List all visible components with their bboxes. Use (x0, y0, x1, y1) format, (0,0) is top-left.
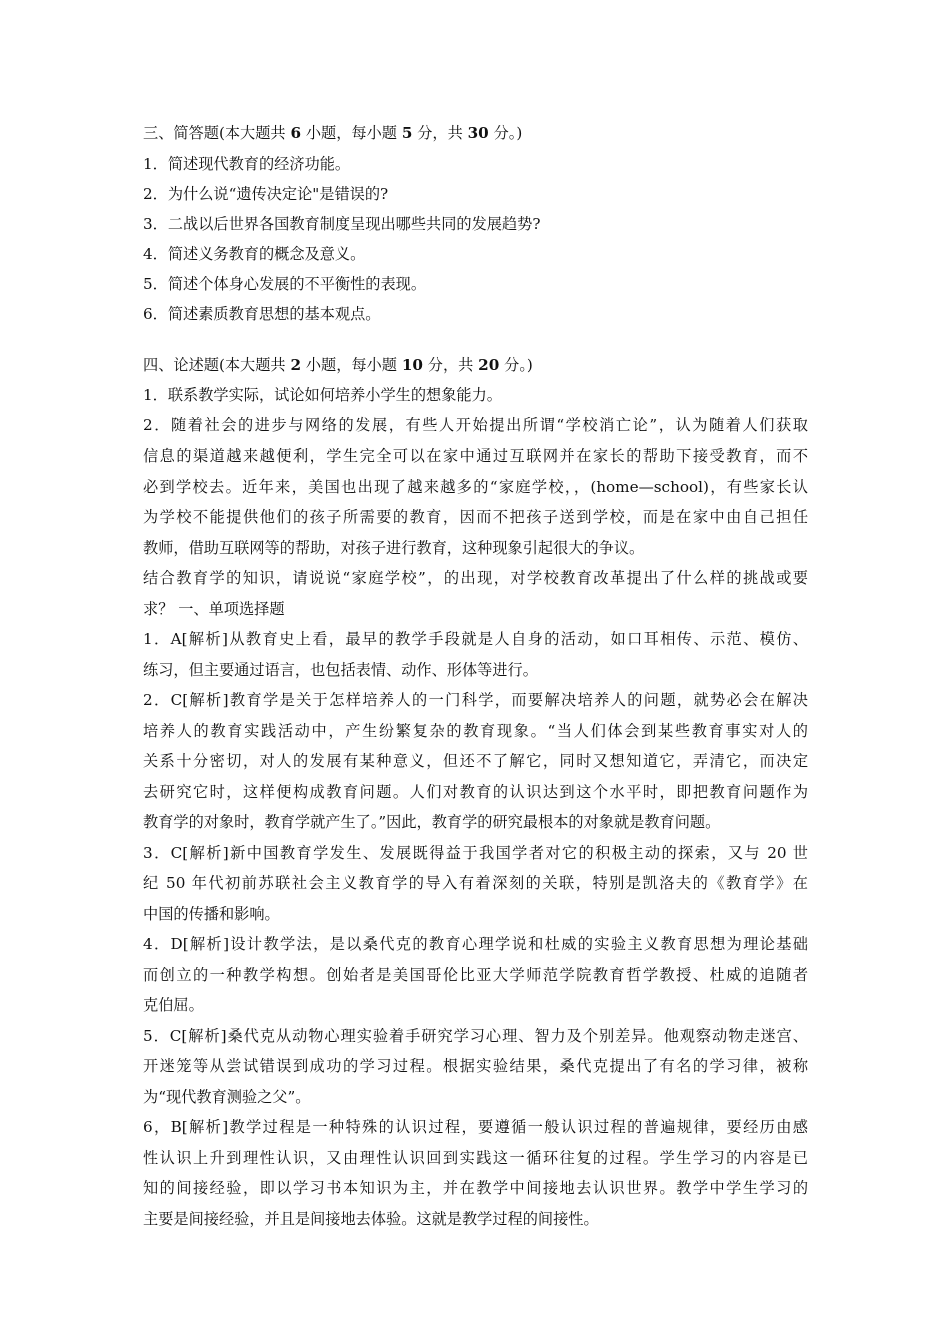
answer-6-line: 性认识上升到理性认识，又由理性认识回到实践这一循环往复的过程。学生学习的内容是已 (143, 1149, 808, 1167)
section4-question-2-line: 求？ 一、单项选择题 (143, 600, 285, 618)
answer-5-line: 5．C[解析]桑代克从动物心理实验着手研究学习心理、智力及个别差异。他观察动物走迷宫、 (143, 1027, 808, 1045)
section3-item-5: 5．简述个体身心发展的不平衡性的表现。 (143, 275, 427, 293)
section3-item-3: 3．二战以后世界各国教育制度呈现出哪些共同的发展趋势? (143, 215, 541, 233)
answer-6-line: 6，B[解析]教学过程是一种特殊的认识过程，要遵循一般认识过程的普遍规律，要经历由感 (143, 1118, 808, 1136)
section4-question-2-line: 必到学校去。近年来，美国也出现了越来越多的“家庭学校，，(home—school)，有些家长认 (143, 478, 808, 496)
section4-question-2-line: 为学校不能提供他们的孩子所需要的教育，因而不把孩子送到学校，而是在家中由自己担任 (143, 508, 808, 526)
answer-2-line: 教育学的对象时，教育学就产生了。”因此，教育学的研究最根本的对象就是教育问题。 (143, 813, 721, 831)
answer-2-line: 培养人的教育实践活动中，产生纷繁复杂的教育现象。“当人们体会到某些教育事实对人的 (143, 722, 808, 740)
answer-1-line: 1．A[解析]从教育史上看，最早的教学手段就是人自身的活动，如口耳相传、示范、模仿、 (143, 630, 808, 648)
section4-question-1: 1．联系教学实际，试论如何培养小学生的想象能力。 (143, 386, 502, 404)
answer-2-line: 关系十分密切，对人的发展有某种意义，但还不了解它，同时又想知道它，弄清它，而决定 (143, 752, 808, 770)
answer-2-line: 2．C[解析]教育学是关于怎样培养人的一门科学，而要解决培养人的问题，就势必会在解决 (143, 691, 808, 709)
answer-3-line: 3．C[解析]新中国教育学发生、发展既得益于我国学者对它的积极主动的探索，又与 20 世 (143, 844, 808, 862)
section3-item-2: 2．为什么说“遗传决定论"是错误的? (143, 185, 389, 203)
answer-4-line: 而创立的一种教学构想。创始者是美国哥伦比亚大学师范学院教育哲学教授、杜威的追随者 (143, 966, 808, 984)
answer-4-line: 克伯屈。 (143, 996, 204, 1014)
answer-5-line: 开迷笼等从尝试错误到成功的学习过程。根据实验结果，桑代克提出了有名的学习律，被称 (143, 1057, 808, 1075)
section4-question-2-line: 信息的渠道越来越便利，学生完全可以在家中通过互联网并在家长的帮助下接受教育，而不 (143, 447, 808, 465)
section3-item-1: 1．简述现代教育的经济功能。 (143, 155, 351, 173)
answer-5-line: 为“现代教育测验之父”。 (143, 1088, 311, 1106)
section3-item-4: 4．简述义务教育的概念及意义。 (143, 245, 366, 263)
section4-heading: 四、论述题(本大题共 2 小题，每小题 10 分，共 20 分。) (143, 356, 533, 374)
answer-6-line: 主要是间接经验，并且是间接地去体验。这就是教学过程的间接性。 (143, 1210, 599, 1228)
answer-3-line: 中国的传播和影响。 (143, 905, 280, 923)
section3-heading: 三、简答题(本大题共 6 小题，每小题 5 分，共 30 分。) (143, 124, 523, 142)
answer-2-line: 去研究它时，这样便构成教育问题。人们对教育的认识达到这个水平时，即把教育问题作为 (143, 783, 808, 801)
answer-4-line: 4．D[解析]设计教学法，是以桑代克的教育心理学说和杜威的实验主义教育思想为理论基础 (143, 935, 808, 953)
section3-item-6: 6．简述素质教育思想的基本观点。 (143, 305, 381, 323)
answer-1-line: 练习，但主要通过语言，也包括表情、动作、形体等进行。 (143, 661, 538, 679)
answer-3-line: 纪 50 年代初前苏联社会主义教育学的导入有着深刻的关联，特别是凯洛夫的《教育学》在 (143, 874, 808, 892)
section4-question-2-line: 2．随着社会的进步与网络的发展，有些人开始提出所谓“学校消亡论”，认为随着人们获取 (143, 416, 808, 434)
answer-6-line: 知的间接经验，即以学习书本知识为主，并在教学中间接地去认识世界。教学中学生学习的 (143, 1179, 808, 1197)
section4-question-2-line: 结合教育学的知识，请说说“家庭学校”，的出现，对学校教育改革提出了什么样的挑战或要 (143, 569, 808, 587)
section4-question-2-line: 教师，借助互联网等的帮助，对孩子进行教育，这种现象引起很大的争议。 (143, 539, 645, 557)
